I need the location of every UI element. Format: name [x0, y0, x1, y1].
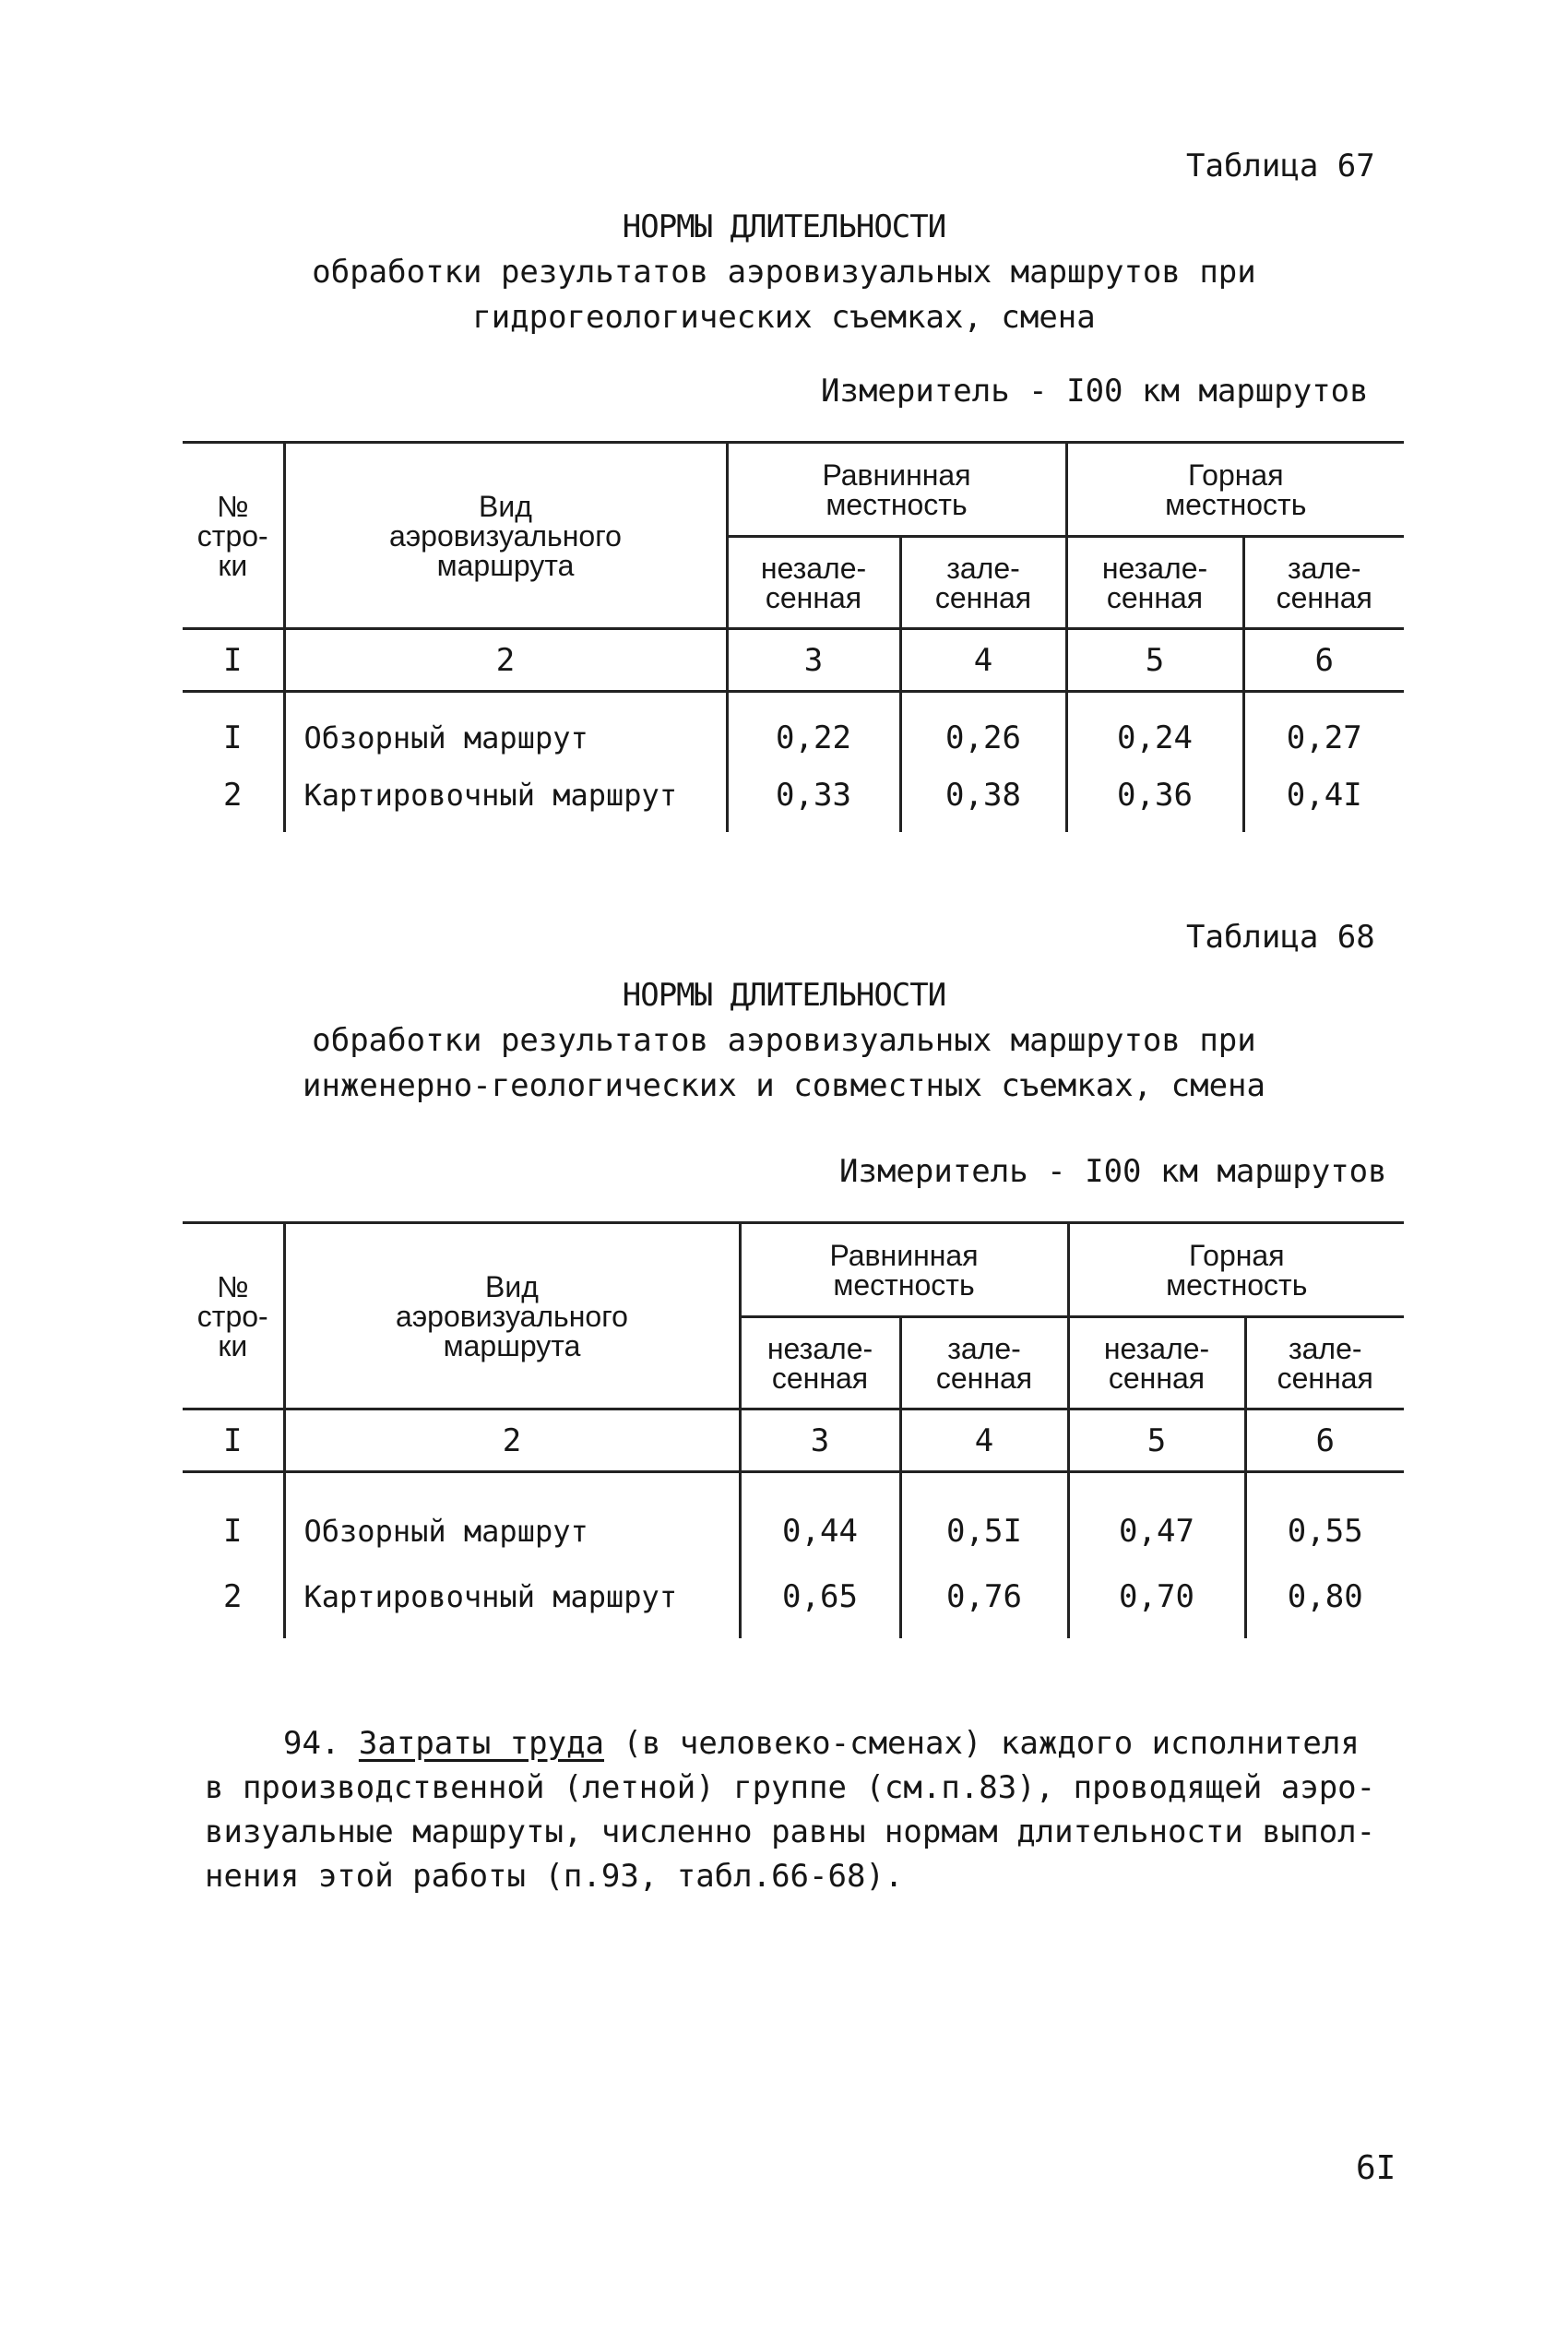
- caption-line: обработки результатов аэровизуальных маршрутов при: [312, 1022, 1256, 1059]
- header-subcell: незале- сенная: [1068, 1317, 1245, 1409]
- row-number: I: [223, 1513, 243, 1551]
- value-cell: 0,26: [900, 692, 1066, 767]
- caption-title: НОРМЫ ДЛИТЕЛЬНОСТИ: [622, 977, 946, 1014]
- column-number: 4: [900, 1409, 1068, 1472]
- row-name: Обзорный маршрут: [284, 1472, 740, 1564]
- page-number: 6I: [1356, 2149, 1396, 2187]
- header-subcell: незале- сенная: [740, 1317, 900, 1409]
- header-subcell: зале- сенная: [900, 1317, 1068, 1409]
- norms-table: [183, 1221, 1404, 1638]
- table-label: Таблица 67: [1186, 148, 1375, 184]
- caption-line: гидрогеологических съемках, смена: [472, 299, 1096, 336]
- value-cell: 0,55: [1245, 1472, 1404, 1564]
- header-cell-kind: Вид аэровизуального маршрута: [284, 1223, 740, 1409]
- header-cell-num: № стро- ки: [183, 1223, 284, 1409]
- value-cell: 0,80: [1245, 1564, 1404, 1638]
- value-cell: 0,65: [740, 1564, 900, 1638]
- table-row: [183, 692, 1404, 767]
- header-subcell: зале- сенная: [1245, 1317, 1404, 1409]
- paragraph-line: 94. Затраты труда (в человеко-сменах) каждого исполнителя: [283, 1725, 1360, 1762]
- column-number: 3: [727, 629, 900, 692]
- value-cell: 0,70: [1068, 1564, 1245, 1638]
- paragraph-number: 94.: [283, 1725, 340, 1762]
- header-subcell: незале- сенная: [727, 537, 900, 629]
- column-number: 2: [284, 629, 727, 692]
- value-cell: 0,76: [900, 1564, 1068, 1638]
- value-cell: 0,33: [727, 767, 900, 832]
- paragraph-line: нения этой работы (п.93, табл.66-68).: [205, 1858, 904, 1895]
- header-cell-flat: Равнинная местность: [727, 443, 1066, 537]
- caption-line: инженерно-геологических и совместных съемках, смена: [303, 1067, 1265, 1104]
- row-number: 2: [223, 776, 243, 814]
- row-name: Обзорный маршрут: [284, 692, 727, 767]
- column-number: 5: [1068, 1409, 1245, 1472]
- measure-unit: Измеритель - I00 км маршрутов: [839, 1153, 1387, 1190]
- header-subcell: незале- сенная: [1066, 537, 1243, 629]
- header-subcell: зале- сенная: [1243, 537, 1404, 629]
- header-cell-mountain: Горная местность: [1066, 443, 1404, 537]
- measure-unit: Измеритель - I00 км маршрутов: [821, 373, 1369, 410]
- table-label: Таблица 68: [1186, 919, 1375, 956]
- row-name: Картировочный маршрут: [284, 1564, 740, 1638]
- row-number: I: [223, 720, 243, 757]
- row-name: Картировочный маршрут: [284, 767, 727, 832]
- underlined-term: Затраты труда: [358, 1725, 605, 1762]
- column-number: 6: [1243, 629, 1404, 692]
- paragraph-94: [205, 1721, 1385, 1898]
- value-cell: 0,22: [727, 692, 900, 767]
- paragraph-line: в производственной (летной) группе (см.п.83), проводящей аэро-: [205, 1769, 1376, 1806]
- table-row: [183, 1564, 1404, 1638]
- column-number: I: [183, 1409, 284, 1472]
- column-number: I: [183, 629, 284, 692]
- value-cell: 0,4I: [1243, 767, 1404, 832]
- header-cell-num: № стро- ки: [183, 443, 284, 629]
- table-row: [183, 767, 1404, 832]
- value-cell: 0,27: [1243, 692, 1404, 767]
- value-cell: 0,38: [900, 767, 1066, 832]
- value-cell: 0,47: [1068, 1472, 1245, 1564]
- column-number: 2: [284, 1409, 740, 1472]
- row-number: 2: [223, 1577, 243, 1615]
- header-cell-flat: Равнинная местность: [740, 1223, 1068, 1317]
- column-number: 6: [1245, 1409, 1404, 1472]
- value-cell: 0,24: [1066, 692, 1243, 767]
- value-cell: 0,36: [1066, 767, 1243, 832]
- caption-line: обработки результатов аэровизуальных маршрутов при: [312, 254, 1256, 291]
- paragraph-line: визуальные маршруты, численно равны нормам длительности выпол-: [205, 1814, 1376, 1850]
- header-cell-mountain: Горная местность: [1068, 1223, 1404, 1317]
- column-number: 4: [900, 629, 1066, 692]
- value-cell: 0,44: [740, 1472, 900, 1564]
- table-caption: [0, 973, 1568, 1109]
- table-caption: [0, 205, 1568, 340]
- column-number: 3: [740, 1409, 900, 1472]
- caption-title: НОРМЫ ДЛИТЕЛЬНОСТИ: [622, 208, 946, 245]
- header-cell-kind: Вид аэровизуального маршрута: [284, 443, 727, 629]
- value-cell: 0,5I: [900, 1472, 1068, 1564]
- norms-table: [183, 441, 1404, 832]
- table-row: [183, 1472, 1404, 1564]
- header-subcell: зале- сенная: [900, 537, 1066, 629]
- column-number: 5: [1066, 629, 1243, 692]
